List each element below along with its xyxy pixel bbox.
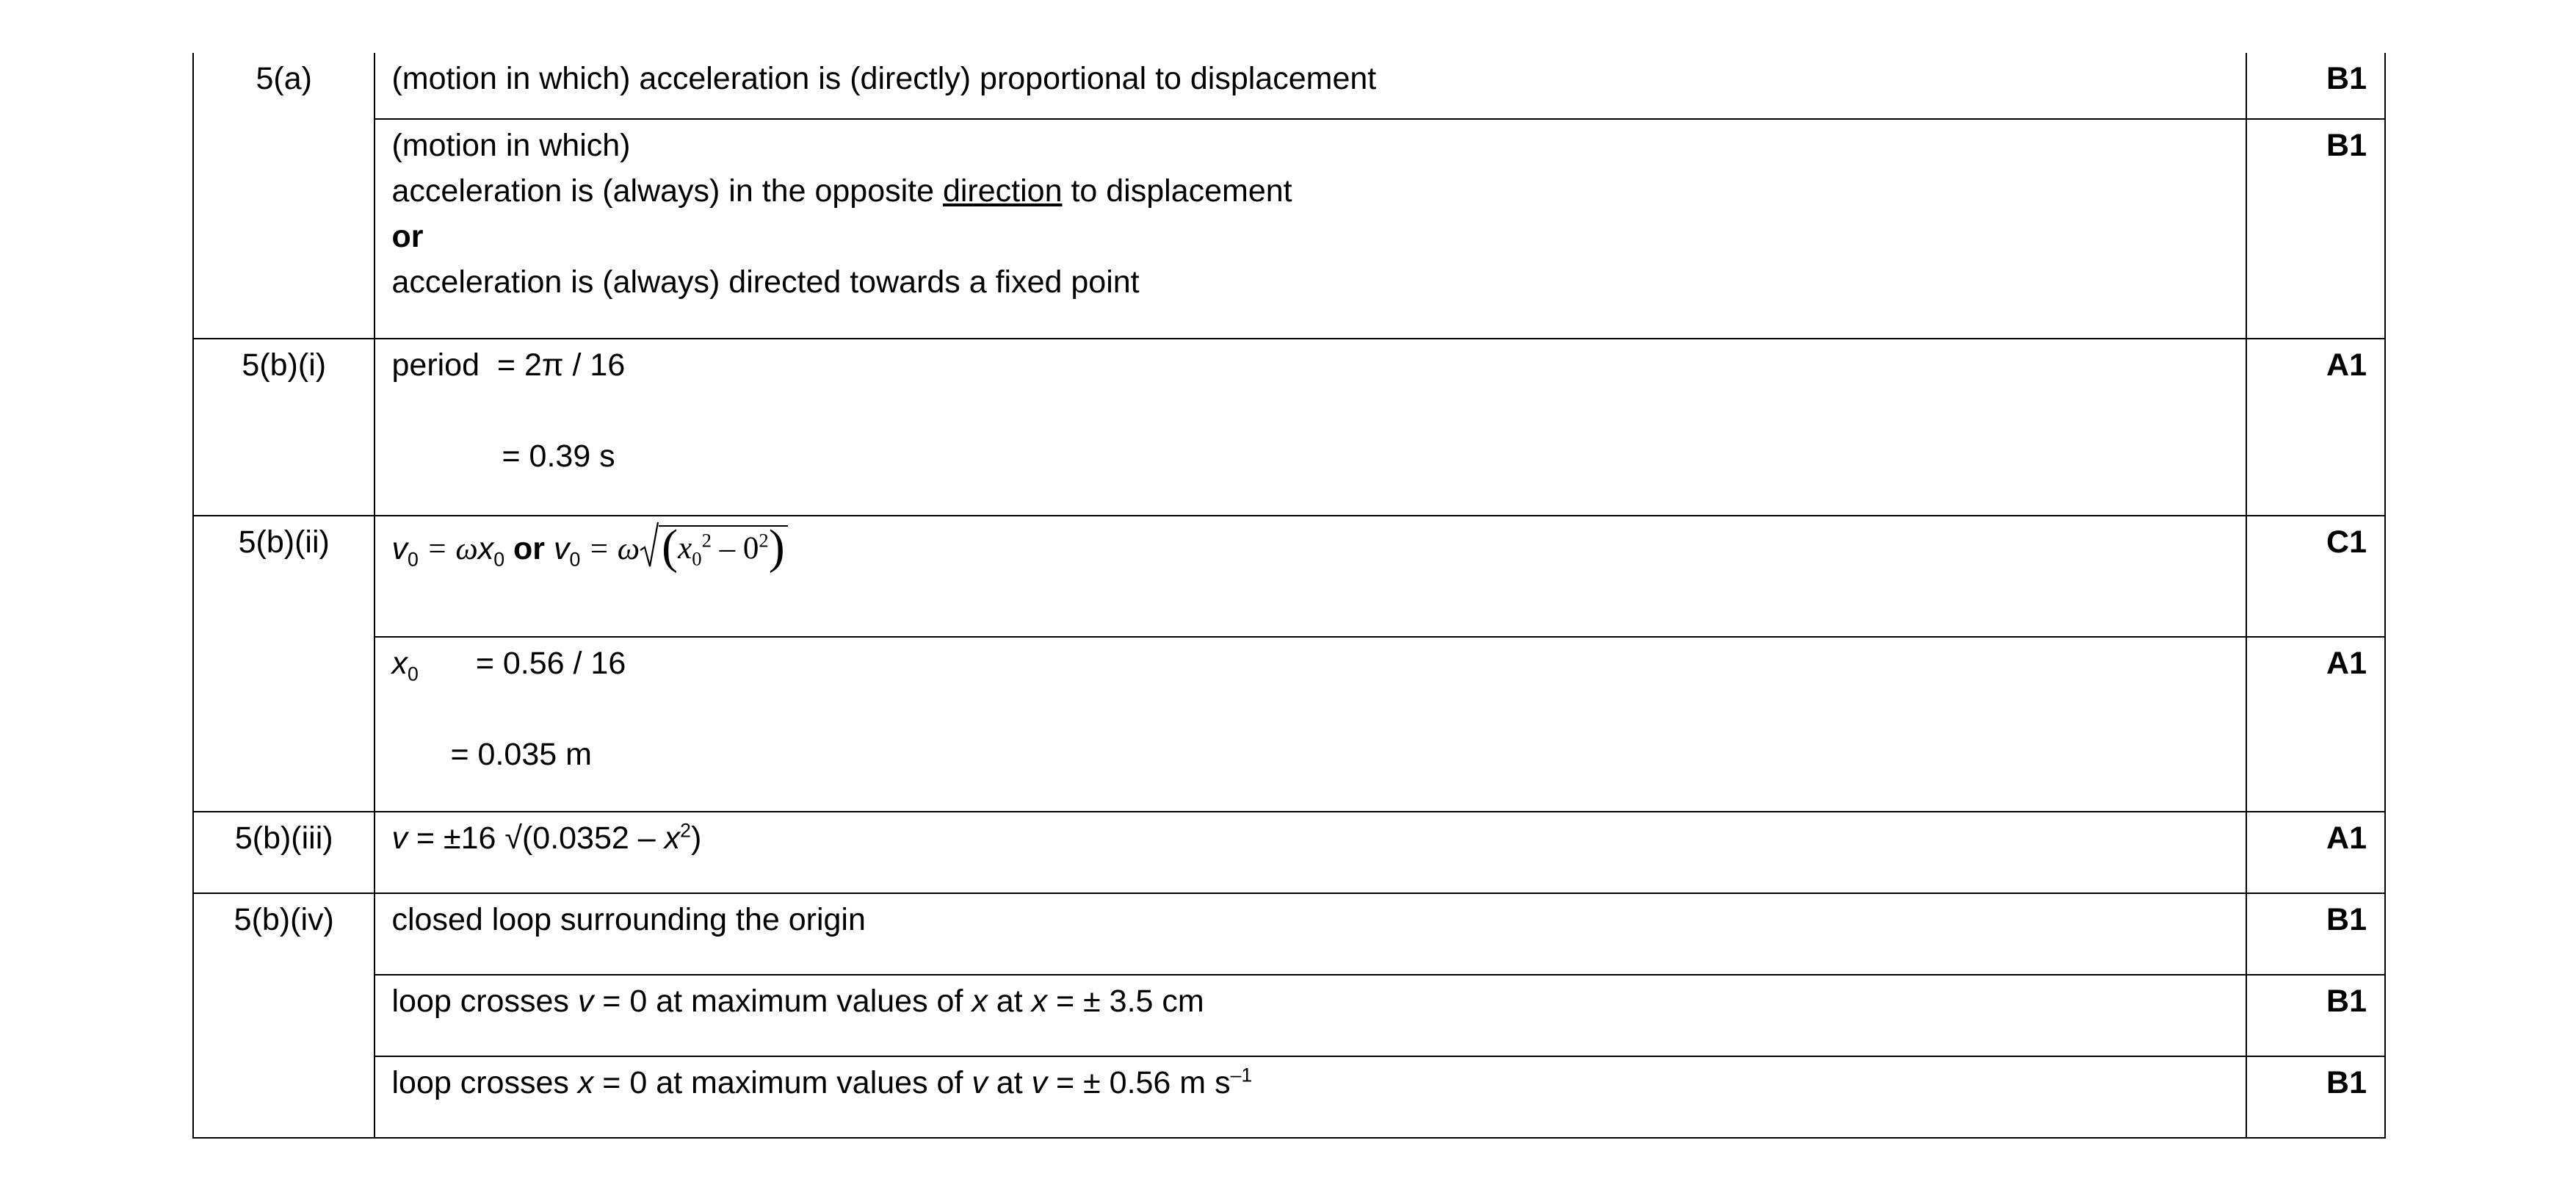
question-number: 5(a) <box>193 53 375 339</box>
table-row <box>193 53 2385 119</box>
var-v: v <box>1031 1065 1048 1100</box>
equation <box>391 641 2230 686</box>
underlined-word: direction <box>942 173 1063 209</box>
omega-term: = ω <box>418 532 478 566</box>
answer-cell <box>375 893 2246 975</box>
answer-cell <box>375 53 2246 119</box>
question-number: 5(b)(iv) <box>193 893 375 1138</box>
var-x: x <box>972 984 988 1019</box>
var-x: x <box>577 1065 594 1100</box>
radical-sign-icon <box>640 521 659 569</box>
var-v: v <box>391 821 408 856</box>
or-connector: or <box>513 531 545 566</box>
text-segment: to displacement <box>1062 173 1292 209</box>
table-row <box>193 893 2385 975</box>
var-x: x <box>664 821 681 856</box>
text-segment: = ± 3.5 cm <box>1047 984 1204 1019</box>
text-segment: = 0.56 / 16 <box>475 646 626 681</box>
subscript: 0 <box>407 548 419 571</box>
or-connector: or <box>391 219 424 254</box>
mark-cell: C1 <box>2246 516 2385 637</box>
equation <box>391 519 2230 578</box>
mark-cell: A1 <box>2246 339 2385 516</box>
table-row <box>193 339 2385 516</box>
subscript: 0 <box>407 663 419 685</box>
var-v: v <box>391 531 408 566</box>
answer-cell <box>375 516 2246 637</box>
equation: = 2π / 16 <box>496 347 626 383</box>
answer-cell <box>375 339 2246 516</box>
superscript: 2 <box>680 819 691 842</box>
text-segment: = 0 at maximum values of <box>593 1065 972 1100</box>
mark-scheme-table <box>192 53 2386 1139</box>
table-row <box>193 975 2385 1056</box>
answer-text: (motion in which) acceleration is (directly) proportional to displacement <box>391 61 1377 96</box>
subscript: 0 <box>569 548 581 571</box>
text-segment: loop crosses <box>391 984 578 1019</box>
table-row <box>193 1056 2385 1138</box>
var-x: x <box>1031 984 1048 1019</box>
superscript: –1 <box>1230 1064 1253 1086</box>
radicand: $(x_0^2 - 0^2)$ <box>659 525 788 569</box>
text-segment: loop crosses <box>391 1065 578 1100</box>
mark-cell: B1 <box>2246 893 2385 975</box>
text-segment: at <box>987 1065 1032 1100</box>
table-row <box>193 637 2385 812</box>
answer-cell <box>375 1056 2246 1138</box>
answer-text <box>391 168 2230 214</box>
omega-term: = ω <box>580 532 640 566</box>
var-x: x <box>477 531 494 566</box>
answer-cell <box>375 812 2246 893</box>
mark-cell: B1 <box>2246 975 2385 1056</box>
subscript: 0 <box>493 548 505 571</box>
superscript: 2 <box>701 529 712 552</box>
text-segment: = ± 0.56 m s <box>1047 1065 1231 1100</box>
answer-text: closed loop surrounding the origin <box>391 902 866 937</box>
answer-text <box>391 1060 2230 1106</box>
equation: = 0.39 s <box>502 439 615 474</box>
text-segment: ) <box>690 821 702 856</box>
question-number: 5(b)(i) <box>193 339 375 516</box>
table-row <box>193 119 2385 339</box>
equation <box>391 732 2230 777</box>
text-segment: = 0 at maximum values of <box>593 984 972 1019</box>
var-x: x <box>678 531 692 566</box>
mark-cell: B1 <box>2246 119 2385 339</box>
mark-cell: A1 <box>2246 812 2385 893</box>
equation <box>391 815 2230 861</box>
answer-text: (motion in which) <box>391 128 631 163</box>
answer-text <box>391 978 2230 1024</box>
question-number: 5(b)(iii) <box>193 812 375 893</box>
mark-cell: B1 <box>2246 1056 2385 1138</box>
text-segment: acceleration is (always) in the opposite <box>391 173 943 209</box>
var-v: v <box>972 1065 988 1100</box>
answer-text: acceleration is (always) directed towards a fixed point <box>391 264 1140 300</box>
table-row <box>193 516 2385 637</box>
answer-text <box>391 342 2230 388</box>
answer-cell <box>375 975 2246 1056</box>
text-segment: = 0.035 m <box>450 737 592 772</box>
mark-cell: B1 <box>2246 53 2385 119</box>
text-segment: – 0 <box>711 531 759 566</box>
mark-cell: A1 <box>2246 637 2385 812</box>
subscript: 0 <box>692 547 702 570</box>
answer-text <box>391 433 2230 479</box>
var-x: x <box>391 646 408 681</box>
question-number: 5(b)(ii) <box>193 516 375 812</box>
var-v: v <box>553 531 570 566</box>
answer-cell <box>375 637 2246 812</box>
superscript: 2 <box>759 529 769 552</box>
var-v: v <box>577 984 594 1019</box>
answer-cell <box>375 119 2246 339</box>
text-segment: period <box>391 347 480 383</box>
text-segment: at <box>987 984 1032 1019</box>
square-root <box>640 520 788 574</box>
text-segment: = ±16 √(0.0352 – <box>407 821 665 856</box>
table-row <box>193 812 2385 893</box>
